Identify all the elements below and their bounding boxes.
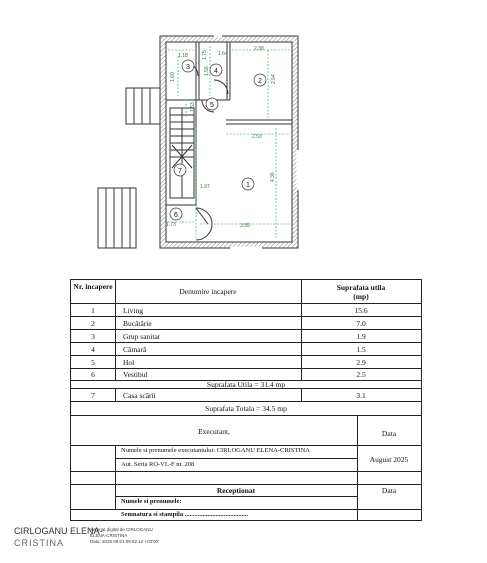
- data-label: Data: [381, 429, 397, 438]
- data-label-2: Data: [381, 486, 397, 495]
- row-divider: [71, 509, 421, 510]
- date-value: August 2025: [369, 455, 409, 464]
- row-area: 2.5: [356, 370, 366, 379]
- row-divider: [71, 368, 421, 369]
- dim-text: 1.73: [166, 222, 176, 228]
- row-name: Living: [123, 306, 143, 315]
- receptionat-name: Numele si prenumele:: [121, 498, 182, 505]
- suprafata-totala: Suprafata Totala = 34.5 mp: [205, 404, 287, 413]
- row-divider: [115, 458, 357, 459]
- dim-text: 1.18: [178, 53, 188, 59]
- dim-text: 1.53: [190, 102, 196, 112]
- room-label-6: 6: [174, 212, 178, 219]
- row-divider: [71, 484, 421, 485]
- row-divider: [71, 342, 421, 343]
- door-swing-pantry: [214, 80, 228, 94]
- row-nr: 2: [91, 319, 95, 328]
- row-divider: [71, 303, 421, 304]
- dim-text: 2.53: [252, 134, 262, 140]
- row-area: 1.9: [356, 332, 366, 341]
- header-denumire: Denumire incapere: [179, 287, 237, 296]
- row-nr: 7: [91, 391, 95, 400]
- row-divider: [115, 496, 357, 497]
- room-label-1: 1: [246, 182, 250, 189]
- row-name: Bucătărie: [123, 319, 152, 328]
- row-divider: [71, 329, 421, 330]
- dim-text: 2.94: [271, 74, 277, 84]
- row-divider: [71, 401, 421, 402]
- row-area: 1.5: [356, 345, 366, 354]
- row-name: Casa scării: [123, 391, 156, 400]
- row-nr: 3: [91, 332, 95, 341]
- row-area: 15.6: [354, 306, 368, 315]
- executant-label: Executant,: [198, 427, 230, 436]
- row-name: Cămară: [123, 345, 147, 354]
- room-label-3: 3: [186, 64, 190, 71]
- authorization: Aut. Seria RO-VL-F nr. 208: [121, 461, 195, 468]
- col-divider: [115, 388, 116, 401]
- row-divider: [71, 445, 421, 446]
- receptionat-sign: Semnatura si stampila .......................................: [121, 511, 249, 518]
- floor-plan: [0, 0, 487, 278]
- row-divider: [71, 355, 421, 356]
- row-divider: [71, 471, 421, 472]
- row-area: 7.0: [356, 319, 366, 328]
- executant-name: Numele si prenumele executantului: CIRLOGANU ELENA-CRISTINA: [121, 447, 311, 454]
- signature-detail-1: Semnat digital de CIRLOGANU: [90, 527, 153, 532]
- row-nr: 6: [91, 370, 95, 379]
- dim-text: 4.36: [270, 172, 276, 182]
- door-leaf: [196, 208, 208, 224]
- suprafata-utila: Suprafata Utila = 31.4 mp: [206, 380, 286, 389]
- row-name: Vestibul: [123, 370, 148, 379]
- exterior-step-top: [126, 88, 160, 124]
- row-area: 2.9: [356, 358, 366, 367]
- row-name: Hol: [123, 358, 135, 367]
- signature-name-line1: CIRLOGANU ELENA-: [14, 526, 103, 536]
- signature-name-line2: CRISTINA: [14, 538, 65, 548]
- outer-wall-inner: [166, 42, 292, 242]
- signature-detail-3: Data: 2025.08.01 09:52:12 +03'00': [90, 539, 159, 544]
- row-divider: [71, 316, 421, 317]
- room-label-2: 2: [258, 78, 262, 85]
- dim-text: 1.60: [170, 72, 176, 82]
- area-table: [70, 279, 422, 521]
- row-area: 3.1: [356, 391, 366, 400]
- signature-detail-2: ELENA-CRISTINA: [90, 533, 128, 538]
- dim-text: 3.55: [240, 223, 250, 229]
- row-name: Grup sanitar: [123, 332, 161, 341]
- room-label-7: 7: [178, 168, 182, 175]
- row-nr: 4: [91, 345, 95, 354]
- receptionat-label: Receptionat: [216, 486, 256, 495]
- room-label-5: 5: [210, 102, 214, 109]
- header-suprafata: Suprafata utila (mp): [336, 283, 386, 301]
- room-label-4: 4: [214, 68, 218, 75]
- dim-text: 1.56: [204, 66, 210, 76]
- dim-text: 2.38: [254, 46, 264, 52]
- col-divider: [115, 445, 116, 509]
- header-nr: Nr. incapere: [73, 282, 113, 291]
- row-divider: [71, 415, 421, 416]
- dim-text: 1.75: [202, 50, 208, 60]
- row-nr: 1: [91, 306, 95, 315]
- dim-text: 1.64: [218, 51, 228, 57]
- dim-text: 1.97: [200, 184, 210, 190]
- row-nr: 5: [91, 358, 95, 367]
